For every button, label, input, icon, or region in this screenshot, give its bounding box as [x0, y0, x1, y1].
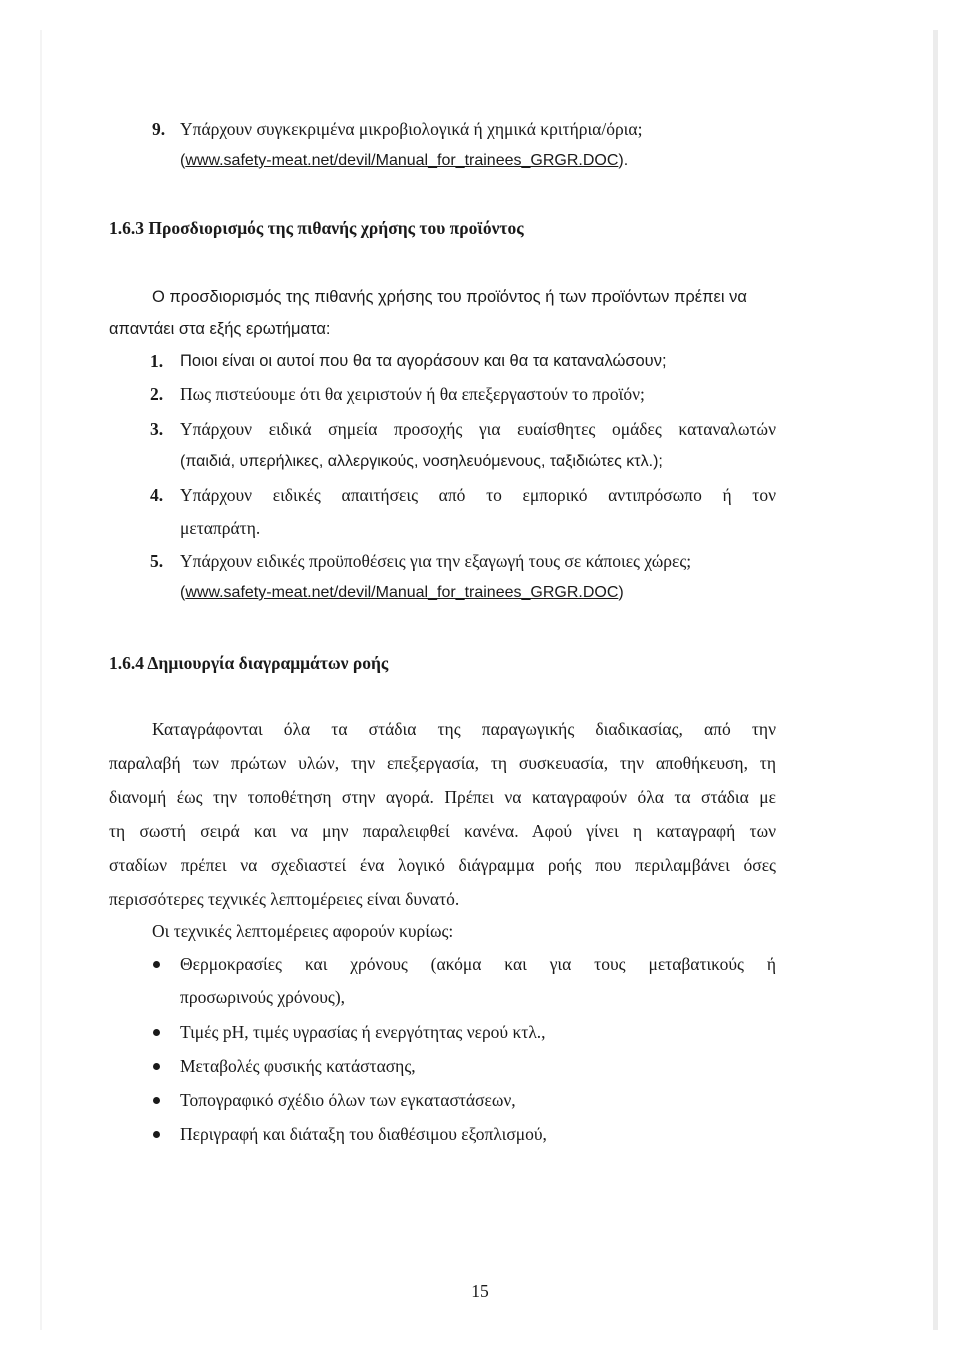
bullet-icon — [153, 1029, 160, 1036]
bullet-text: Τιμές pH, τιμές υγρασίας ή ενεργότητας νερού κτλ., — [180, 1022, 546, 1042]
paragraph-line: παραλαβή των πρώτων υλών, την επεξεργασία, τη συσκευασία, την αποθήκευση, τη — [109, 753, 776, 773]
paragraph-line: σταδίων πρέπει να σχεδιαστεί ένα λογικό διάγραμμα ροής που περιλαμβάνει όσες — [109, 855, 776, 875]
list-number: 4. — [150, 485, 164, 505]
list-number: 9. — [152, 119, 166, 139]
bullet-text: προσωρινούς χρόνους), — [180, 987, 346, 1007]
bullet-icon — [153, 1131, 160, 1138]
list-item-text: Υπάρχουν ειδικές απαιτήσεις από το εμπορικό αντιπρόσωπο ή τον — [180, 485, 776, 505]
link-close-paren: ) — [618, 584, 624, 601]
reference-link[interactable]: www.safety-meat.net/devil/Manual_for_trainees_GRGR.DOC — [185, 152, 619, 169]
bullet-icon — [153, 1097, 160, 1104]
list-item-text: μεταπράτη. — [180, 518, 261, 538]
list-item-text: (παιδιά, υπερήλικες, αλλεργικούς, νοσηλευόμενους, ταξιδιώτες κτλ.); — [180, 453, 663, 470]
intro-line: Ο προσδιορισμός της πιθανής χρήσης του προϊόντος ή των προϊόντων πρέπει να — [152, 288, 747, 306]
reference-link-line — [180, 582, 624, 604]
list-item-text: Υπάρχουν ειδικές προϋποθέσεις για την εξαγωγή τους σε κάποιες χώρες; — [180, 551, 692, 571]
bullet-icon — [153, 961, 160, 968]
list-number: 1. — [150, 351, 164, 371]
list-item-text: Ποιοι είναι οι αυτοί που θα τα αγοράσουν και θα τα καταναλώσουν; — [180, 352, 667, 370]
paragraph-line: Καταγράφονται όλα τα στάδια της παραγωγικής διαδικασίας, από την — [152, 719, 776, 739]
list-item-text: Υπάρχουν ειδικά σημεία προσοχής για ευαίσθητες ομάδες καταναλωτών — [180, 419, 776, 439]
list-number: 2. — [150, 384, 164, 404]
list-number: 5. — [150, 551, 164, 571]
details-intro: Οι τεχνικές λεπτομέρειες αφορούν κυρίως: — [152, 921, 454, 941]
list-item-text: Πως πιστεύουμε ότι θα χειριστούν ή θα επεξεργαστούν το προϊόν; — [180, 384, 645, 404]
scan-edge-right — [933, 30, 938, 1330]
list-item-text: Υπάρχουν συγκεκριμένα μικροβιολογικά ή χημικά κριτήρια/όρια; — [180, 119, 643, 139]
section-heading: 1.6.4 Δημιουργία διαγραμμάτων ροής — [109, 653, 389, 673]
section-heading: 1.6.3 Προσδιορισμός της πιθανής χρήσης του προϊόντος — [109, 218, 524, 238]
intro-line: απαντάει στα εξής ερωτήματα: — [109, 320, 331, 338]
link-open-paren: ( — [180, 584, 186, 601]
bullet-text: Θερμοκρασίες και χρόνους (ακόμα και για τους μεταβατικούς ή — [180, 954, 776, 974]
bullet-icon — [153, 1063, 160, 1070]
list-number: 3. — [150, 419, 164, 439]
reference-link[interactable]: www.safety-meat.net/devil/Manual_for_trainees_GRGR.DOC — [185, 584, 619, 601]
bullet-text: Μεταβολές φυσικής κατάστασης, — [180, 1056, 416, 1076]
link-close-paren: ). — [618, 152, 629, 169]
bullet-text: Τοπογραφικό σχέδιο όλων των εγκαταστάσεων, — [180, 1090, 516, 1110]
scan-edge-left — [40, 30, 42, 1330]
reference-link-line — [180, 150, 628, 172]
bullet-text: Περιγραφή και διάταξη του διαθέσιμου εξοπλισμού, — [180, 1124, 547, 1144]
link-open-paren: ( — [180, 152, 186, 169]
paragraph-line: περισσότερες τεχνικές λεπτομέρειες είναι δυνατό. — [109, 889, 460, 909]
page-number: 15 — [471, 1281, 489, 1301]
paragraph-line: διανομή έως την τοποθέτηση στην αγορά. Πρέπει να καταγραφούν όλα τα στάδια με — [109, 787, 776, 807]
paragraph-line: τη σωστή σειρά και να μην παραλειφθεί κανένα. Αφού γίνει η καταγραφή των — [109, 821, 776, 841]
